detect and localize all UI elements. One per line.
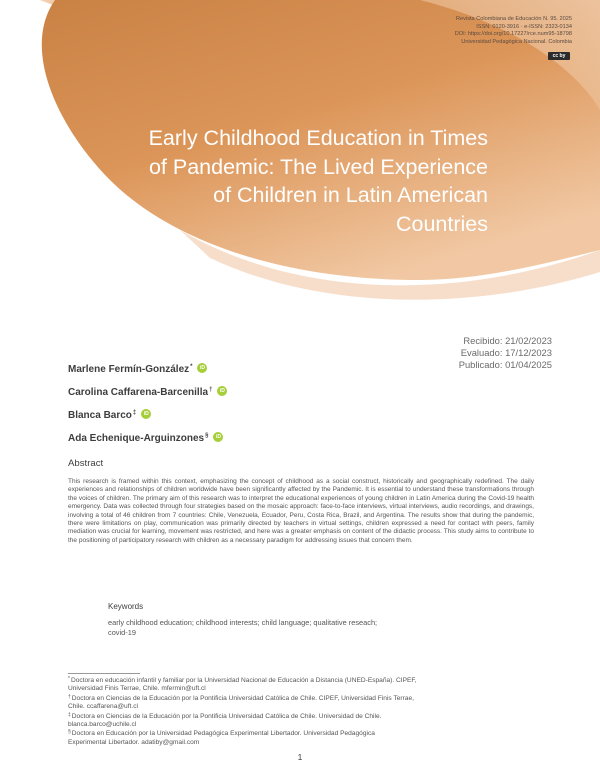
author-name: Marlene Fermín-González [68, 364, 190, 375]
title-line: of Children in Latin American [213, 183, 488, 207]
author-mark: ‡ [132, 409, 137, 416]
keywords-line: covid-19 [108, 628, 136, 638]
author-mark: § [205, 432, 209, 439]
cc-license-badge[interactable]: cc by [548, 52, 570, 60]
author-name: Blanca Barco [68, 410, 132, 421]
journal-info [455, 16, 572, 46]
author-entry [68, 358, 227, 381]
author-mark: † [209, 386, 213, 393]
keywords-text [108, 618, 488, 639]
journal-doi[interactable]: DOI: https://doi.org/10.17227/rce.num95-18798 [454, 31, 572, 38]
article-title [88, 124, 488, 238]
author-entry [68, 381, 227, 404]
date-published: Publicado: 01/04/2025 [458, 358, 552, 370]
orcid-icon[interactable]: iD [217, 386, 227, 396]
footnote [68, 677, 534, 694]
abstract-text: This research is framed within this context, emphasizing the concept of childhood as a social construct, historically and geographically redefined. The daily experiences and relationships of children worldwide have been significantly affected by the Pandemic. It is essential to understand these transformations through the voices of children. The primary aim of this research was to interpret the educational experiences of young children in Latin America during the Covid-19 health emergency. Data was collected through four strategies based on the mosaic approach: face-to-face interviews, virtual interviews, audio recordings, and drawings, involving a total of 46 children from 7 countries: Chile, Venezuela, Ecuador, Peru, Costa Rica, Brazil, and Argentina. The results show that during the pandemic, there were limitations on play, communication was primarily directed by teachers in virtual settings, children expressed a need for contact with peers, family mediation was crucial for learning, movement was restricted, and here was a greater emphasis on content of the didactic process. This study aims to contribute to the positioning of participatory research with children as a necessary paradigm for addressing issues that concern them. [68, 478, 534, 544]
author-entry [68, 404, 227, 427]
author-list [68, 358, 227, 450]
footnote-text: Doctora en Ciencias de la Educación por la Pontificia Universidad Católica de Chile. Universidad de Chile. [71, 712, 382, 720]
abstract-heading: Abstract [68, 458, 104, 469]
footnote [68, 695, 534, 712]
footnote-mark: † [68, 693, 71, 700]
footnotes [68, 677, 534, 748]
footnote-text[interactable]: Experimental Libertador. adatiby@gmail.com [68, 738, 200, 746]
author-entry [68, 427, 227, 450]
page-number: 1 [297, 752, 303, 762]
footnote [68, 730, 534, 747]
footnote-text: Doctora en educación infantil y familiar por la Universidad Nacional de Educación a Distancia (UNED-España). CIPEF, [70, 677, 417, 684]
orcid-icon[interactable]: iD [213, 432, 223, 442]
footnote-divider [68, 673, 140, 674]
footnote-text: Doctora en Educación por la Universidad Pedagógica Experimental Libertador. Universidad Pedagógica [71, 730, 375, 738]
date-evaluated: Evaluado: 17/12/2023 [460, 346, 552, 358]
journal-issn: ISSN: 0120-3916 · e-ISSN: 2323-0134 [476, 23, 572, 30]
journal-publisher: Universidad Pedagógica Nacional. Colombia [461, 38, 572, 45]
title-line: of Pandemic: The Lived Experience [148, 154, 488, 179]
title-line: Early Childhood Education in Times [148, 126, 488, 150]
footnote-text[interactable]: Chile. ccaffarena@uft.cl [68, 703, 138, 711]
author-mark: * [190, 363, 193, 370]
author-name: Ada Echenique-Arguinzones [68, 433, 205, 444]
footnote-text[interactable]: blanca.barco@uchile.cl [68, 721, 137, 729]
footnote-mark: * [68, 676, 70, 682]
footnote-text: Doctora en Ciencias de la Educación por la Pontificia Universidad Católica de Chile. CIPEF, Universidad Finis Terrae, [71, 694, 414, 702]
journal-line: Revista Colombiana de Educación N. 95. 2025 [456, 16, 572, 22]
footnote-mark: ‡ [68, 711, 71, 718]
author-name: Carolina Caffarena-Barcenilla [68, 387, 209, 398]
title-line: Countries [395, 211, 488, 236]
orcid-icon[interactable]: iD [197, 363, 207, 373]
orcid-icon[interactable]: iD [141, 409, 151, 419]
keywords-heading: Keywords [108, 602, 144, 611]
keywords-line: early childhood education; childhood interests; child language; qualitative reseach; [108, 618, 378, 627]
article-dates [459, 335, 552, 370]
footnote-text[interactable]: Universidad Finis Terrae, Chile. mfermin@uft.cl [68, 685, 206, 693]
footnote [68, 713, 534, 730]
date-received: Recibido: 21/02/2023 [463, 335, 552, 346]
footnote-mark: § [68, 729, 71, 736]
